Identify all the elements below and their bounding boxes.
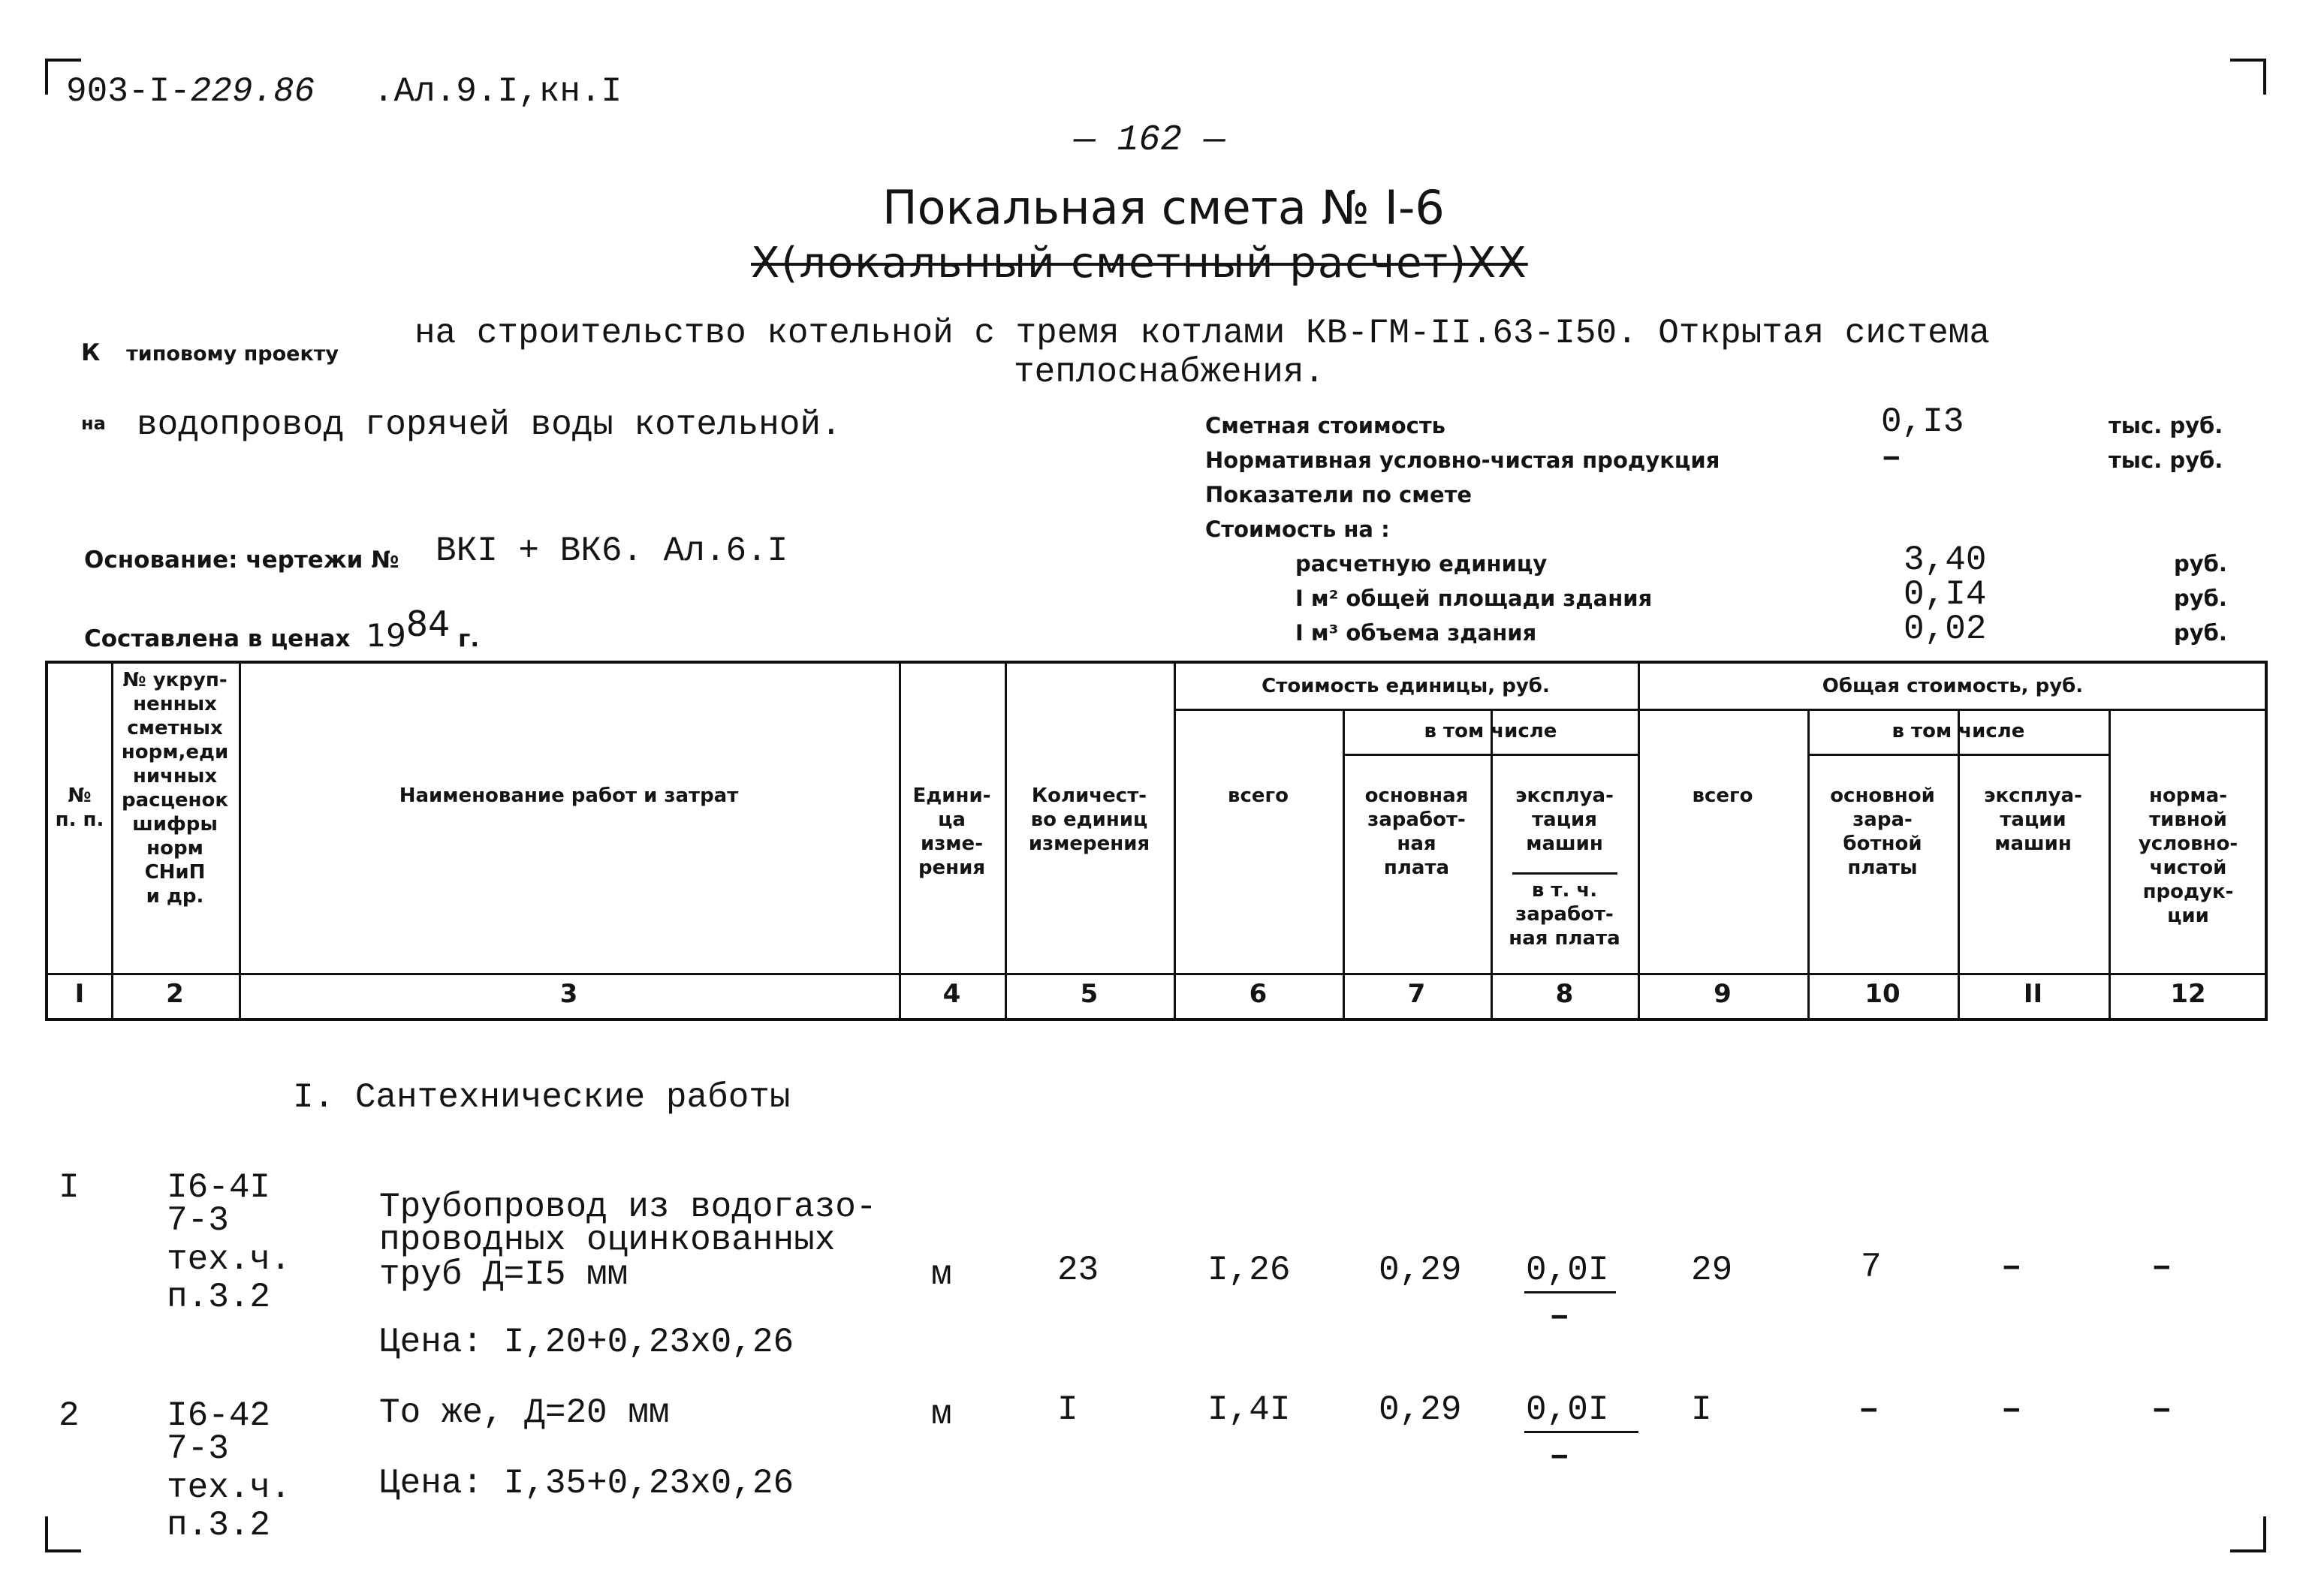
estimated-cost-unit: тыс. руб. [2109,413,2223,438]
total-cost-group-header: Общая стоимость, руб. [1822,675,2084,697]
col-total-norm-header: норма- тивной условно- чистой продук- ции [2138,784,2238,927]
row-code: п.3.2 [167,1506,271,1545]
col-total-wage-header: основной зара- ботной платы [1830,784,1935,879]
per-unit-unit: руб. [2174,551,2227,577]
normative-product-value: – [1881,438,1902,477]
cost-per-label: Стоимость на : [1205,516,1390,542]
per-area-value: 0,I4 [1904,575,1987,614]
col-index: II [2023,979,2043,1009]
col-index: 2 [166,979,184,1009]
col-index: 3 [559,979,578,1009]
normative-product-label: Нормативная условно-чистая продукция [1205,447,1720,473]
col-unit-wage-header: основная заработ- ная плата [1364,784,1469,879]
corner-mark-bottom-left [45,1516,81,1552]
col-index: 7 [1407,979,1426,1009]
col-index: 12 [2170,979,2206,1009]
row-unit-machines: 0,0I [1526,1390,1609,1429]
indicators-label: Показатели по смете [1205,482,1473,507]
row-total-wage: – [1858,1390,1879,1429]
prices-line: Составлена в ценах 1984 г. [84,604,480,654]
col-unit-total-header: всего [1228,784,1289,807]
total-cost-incl-header: в том числе [1892,720,2025,742]
per-area-unit: руб. [2174,586,2227,611]
row-number: I [59,1168,80,1207]
estimate-table-header [45,661,2268,1021]
code-suffix: .Ал.9.I,кн.I [372,72,622,111]
section-title: I. Сантехнические работы [293,1078,791,1117]
k-label: К типовому проекту [81,339,339,366]
page-number: — 162 — [1074,120,1225,161]
code-prefix: 903-I- [66,72,191,111]
row-total-wage: 7 [1861,1248,1882,1287]
fraction-line [1524,1431,1638,1433]
row-unit: м [931,1255,952,1294]
row-total: 29 [1691,1251,1733,1290]
row-price: Цена: I,35+0,23х0,26 [379,1464,794,1503]
row-code: п.3.2 [167,1278,271,1317]
unit-cost-group-header: Стоимость единицы, руб. [1262,675,1550,697]
row-unit-wage: 0,29 [1379,1251,1462,1290]
row-unit-machines-wage: – [1549,1297,1570,1336]
basis-value: ВКI + ВК6. Ал.6.I [436,531,788,571]
col-unit-header: Едини- ца изме- рения [912,784,991,879]
corner-mark-top-right [2230,59,2266,95]
row-code: тех.ч. [167,1240,291,1279]
object-name: водопровод горячей воды котельной. [137,405,842,444]
row-code: 7-3 [167,1429,229,1468]
na-label: на [81,413,106,434]
col-index: I [74,979,85,1009]
col-unit-machines-header: эксплуа- тация машин [1515,784,1614,855]
col-unit-machines-wage-header: в т. ч. заработ- ная плата [1509,879,1620,950]
per-volume-label: I м³ объема здания [1295,620,1537,646]
row-total-machines: – [2001,1390,2022,1429]
row-work-name: проводных оцинкованных [379,1221,836,1260]
col-total-header: всего [1692,784,1753,807]
corner-mark-bottom-right [2230,1516,2266,1552]
col-number-header: № п. п. [55,784,104,831]
row-work-name: Трубопровод из водогазо- [379,1188,877,1227]
row-number: 2 [59,1396,80,1435]
row-code: I6-4I [167,1168,271,1207]
struck-subtitle: X(локальный сметный расчет)XX [751,239,1528,288]
row-unit: м [931,1395,952,1434]
fraction-line [1524,1291,1616,1293]
per-volume-unit: руб. [2174,620,2227,646]
row-total-machines: – [2001,1248,2022,1287]
code-handwritten: 229.86 [190,72,315,111]
col-index: 8 [1555,979,1574,1009]
row-unit-machines-wage: – [1549,1437,1570,1476]
row-unit-machines: 0,0I [1526,1251,1609,1290]
col-work-name-header: Наименование работ и затрат [399,784,739,807]
row-total-norm: – [2151,1248,2172,1287]
per-unit-value: 3,40 [1904,541,1987,580]
row-total: I [1691,1390,1712,1429]
row-price: Цена: I,20+0,23х0,26 [379,1323,794,1362]
col-norm-code-header: № укруп- ненных сметных норм,еди ничных расценок шифры норм СНиП и др. [121,669,229,908]
col-index: 10 [1864,979,1901,1009]
project-line-2: теплоснабжения. [1014,353,1325,392]
row-code: тех.ч. [167,1468,291,1507]
col-index: 9 [1714,979,1732,1009]
row-quantity: 23 [1057,1251,1099,1290]
row-code: 7-3 [167,1201,229,1240]
page-title: Покальная смета № I-6 [882,180,1445,235]
per-area-label: I м² общей площади здания [1295,586,1653,611]
col-index: 4 [942,979,961,1009]
unit-cost-incl-header: в том числе [1424,720,1557,742]
row-unit-wage: 0,29 [1379,1390,1462,1429]
col-index: 5 [1080,979,1099,1009]
col-total-machines-header: эксплуа- тации машин [1984,784,2082,855]
row-unit-total: I,26 [1207,1251,1291,1290]
estimated-cost-label: Сметная стоимость [1205,413,1445,438]
col-quantity-header: Количест- во единиц измерения [1028,784,1150,855]
normative-product-unit: тыс. руб. [2109,447,2223,473]
estimated-cost-value: 0,I3 [1881,402,1964,441]
col-index: 6 [1249,979,1268,1009]
row-work-name: труб Д=I5 мм [379,1255,628,1294]
project-line-1: на строительство котельной с тремя котлами КВ-ГМ-II.63-I50. Открытая система [414,314,1990,353]
per-unit-label: расчетную единицу [1295,551,1548,577]
document-code [66,72,622,111]
per-volume-value: 0,02 [1904,610,1987,649]
row-quantity: I [1057,1390,1078,1429]
basis-label: Основание: чертежи № [84,547,399,574]
row-work-name: То же, Д=20 мм [379,1393,670,1432]
row-total-norm: – [2151,1390,2172,1429]
row-code: I6-42 [167,1396,271,1435]
row-unit-total: I,4I [1207,1390,1291,1429]
